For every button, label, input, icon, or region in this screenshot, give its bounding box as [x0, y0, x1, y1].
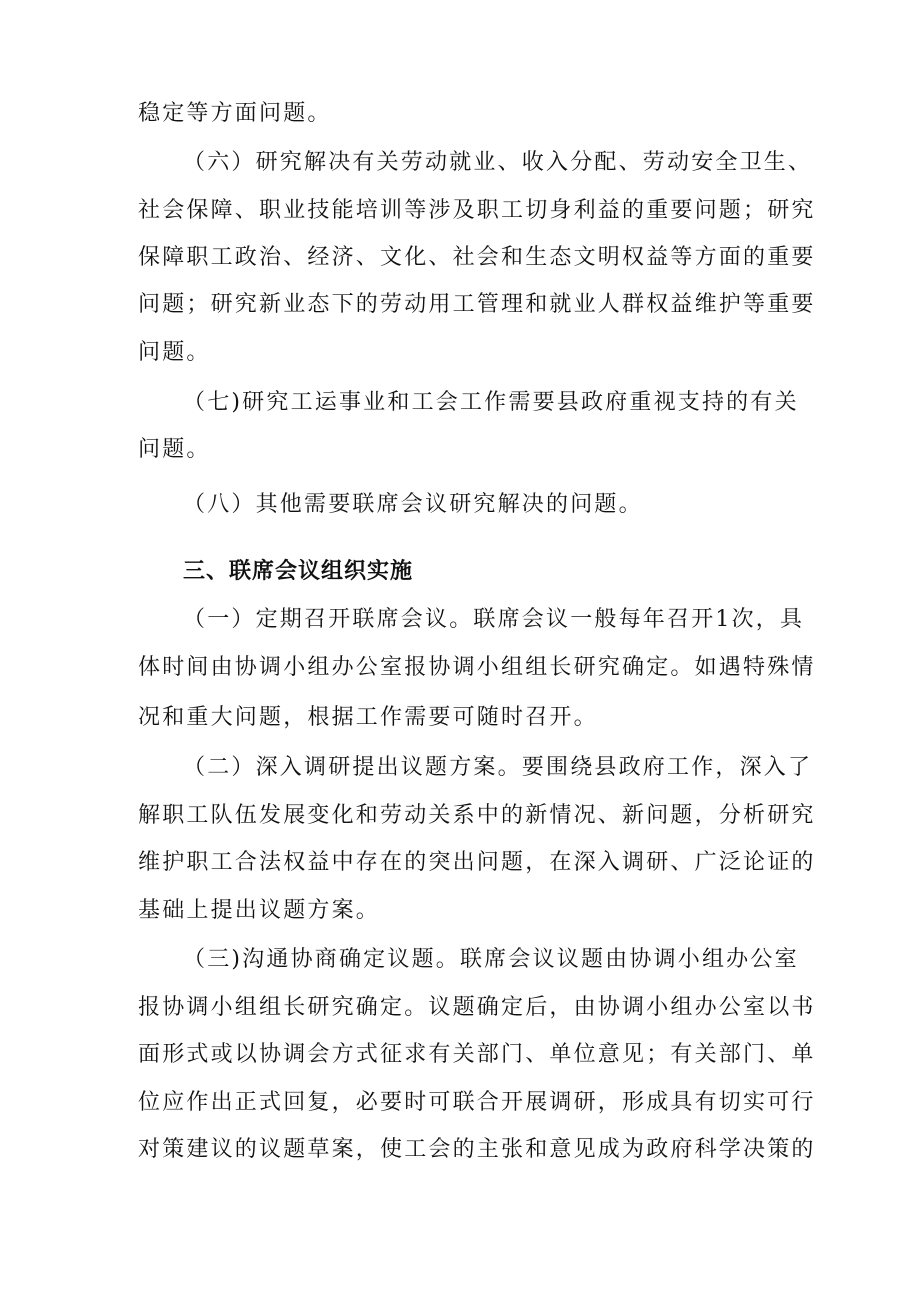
section-heading: 三、联席会议组织实施	[183, 559, 414, 584]
paragraph-line: （六）研究解决有关劳动就业、收入分配、劳动安全卫生、	[183, 150, 813, 175]
paragraph-line: 问题。	[138, 340, 211, 365]
paragraph-line: 报协调小组组长研究确定。议题确定后，由协调小组办公室以书	[138, 995, 816, 1020]
paragraph-line: （八）其他需要联席会议研究解决的问题。	[183, 492, 643, 517]
paragraph-line: 况和重大问题，根据工作需要可随时召开。	[138, 705, 598, 730]
paragraph-line: （二）深入调研提出议题方案。要围绕县政府工作，深入了	[183, 755, 813, 780]
paragraph-line: 解职工队伍发展变化和劳动关系中的新情况、新问题，分析研究	[138, 803, 816, 828]
paragraph-line: 社会保障、职业技能培训等涉及职工切身利益的重要问题；研究	[138, 198, 816, 223]
paragraph-line: （七)研究工运事业和工会工作需要县政府重视支持的有关	[183, 390, 799, 415]
paragraph-line: 基础上提出议题方案。	[138, 898, 381, 923]
paragraph-line: （一）定期召开联席会议。联席会议一般每年召开1次，具	[183, 607, 805, 632]
paragraph-line: 面形式或以协调会方式征求有关部门、单位意见；有关部门、单	[138, 1042, 816, 1067]
paragraph-line: 问题；研究新业态下的劳动用工管理和就业人群权益维护等重要	[138, 292, 816, 317]
paragraph-line: 位应作出正式回复，必要时可联合开展调研，形成具有切实可行	[138, 1090, 816, 1115]
paragraph-line: 体时间由协调小组办公室报协调小组组长研究确定。如遇特殊情	[138, 655, 816, 680]
paragraph-line: 问题。	[138, 437, 211, 462]
paragraph-line: 稳定等方面问题。	[138, 101, 332, 126]
paragraph-line: （三)沟通协商确定议题。联席会议议题由协调小组办公室	[183, 947, 799, 972]
paragraph-line: 保障职工政治、经济、文化、社会和生态文明权益等方面的重要	[138, 245, 816, 270]
paragraph-line: 对策建议的议题草案，使工会的主张和意见成为政府科学决策的	[138, 1137, 816, 1162]
paragraph-line: 维护职工合法权益中存在的突出问题，在深入调研、广泛论证的	[138, 850, 816, 875]
